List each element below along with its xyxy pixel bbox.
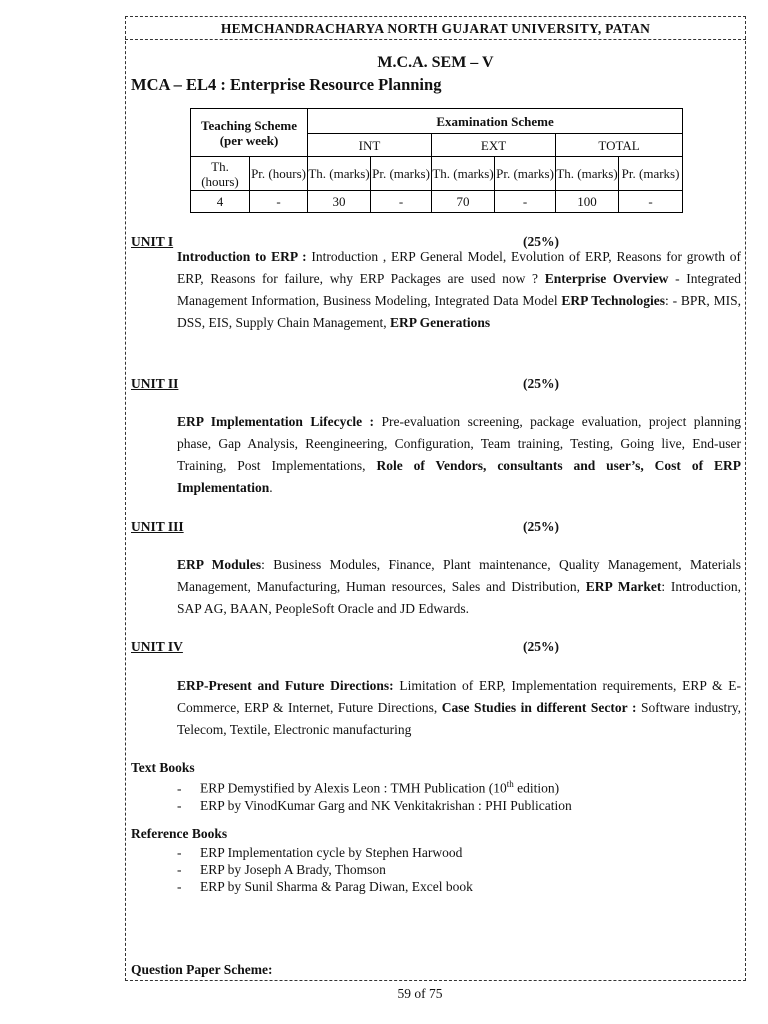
unit-1-weight: (25%) [523,234,559,249]
unit-1-heading [131,234,559,250]
unit-3-name: UNIT III [131,519,184,534]
unit-3-weight: (25%) [523,519,559,534]
list-dash: - [177,845,182,860]
value-cell: - [371,191,432,213]
unit-4-content: ERP-Present and Future Directions: Limitation of ERP, Implementation requirements, ERP & E-Commerce, ERP & Internet, Future Directions, Case Studies in different Sector : Software industry, Telecom, Textile, Electronic manufacturing [177,678,742,737]
value-cell: 70 [432,191,495,213]
examination-scheme-header: Examination Scheme [308,109,683,134]
text-books-heading: Text Books [131,760,195,775]
group-total: TOTAL [556,134,683,157]
sub-header: Th. (hours) [191,157,250,191]
text-book-item [177,797,572,814]
unit-2-heading [131,376,559,392]
unit-4-name: UNIT IV [131,639,183,654]
sub-header: Pr. (hours) [250,157,308,191]
sub-header: Pr. (marks) [495,157,556,191]
text-book-title: ERP by VinodKumar Garg and NK Venkitakrishan : PHI Publication [200,797,572,813]
value-cell: - [619,191,683,213]
reference-book-title: ERP by Joseph A Brady, Thomson [200,862,386,877]
unit-1-content: Introduction to ERP : Introduction , ERP General Model, Evolution of ERP, Reasons for growth of ERP, Reasons for failure, why ERP Packages are used now ? Enterprise Overview - Integrated Management Information, Business Modeling, Integrated Data Model ERP Technologies: - BPR, MIS, DSS, EIS, Supply Chain Management, ERP Generations [177,249,742,330]
sub-header: Pr. (marks) [371,157,432,191]
group-int: INT [308,134,432,157]
list-dash: - [177,879,182,894]
list-dash: - [177,862,182,877]
unit-2-weight: (25%) [523,376,559,391]
scheme-table [190,108,683,213]
list-dash: - [177,797,182,813]
unit-2-name: UNIT II [131,376,179,391]
value-cell: - [250,191,308,213]
reference-books-list [177,844,473,895]
group-ext: EXT [432,134,556,157]
text-book-superscript: th [506,779,514,789]
unit-4-heading [131,639,559,655]
value-cell: - [495,191,556,213]
text-book-title: ERP Demystified by Alexis Leon : TMH Publication (10 [200,780,507,796]
question-paper-scheme-heading: Question Paper Scheme: [131,962,273,977]
university-header: HEMCHANDRACHARYA NORTH GUJARAT UNIVERSITY, PATAN [125,16,746,40]
reference-book-title: ERP Implementation cycle by Stephen Harwood [200,845,463,860]
unit-3-heading [131,519,559,535]
text-books-list [177,776,572,814]
value-cell: 30 [308,191,371,213]
unit-2-content: ERP Implementation Lifecycle : Pre-evaluation screening, package evaluation, project planning phase, Gap Analysis, Reengineering, Configuration, Team training, Testing, Going live, End-user Training, Post Implementations, Role of Vendors, consultants and user’s, Cost of ERP Implementation. [177,414,742,495]
unit-1-name: UNIT I [131,234,174,249]
list-dash: - [177,780,182,796]
value-cell: 100 [556,191,619,213]
sub-header: Th. (marks) [308,157,371,191]
reference-books-heading: Reference Books [131,826,228,841]
reference-book-item [177,844,473,861]
sub-header: Th. (marks) [556,157,619,191]
teaching-scheme-header: Teaching Scheme (per week) [191,109,308,157]
text-book-title-end: edition) [513,780,560,796]
value-cell: 4 [191,191,250,213]
unit-3-content: ERP Modules: Business Modules, Finance, Plant maintenance, Quality Management, Materials Management, Manufacturing, Human resources, Sales and Distribution, ERP Market: Introduction, SAP AG, BAAN, PeopleSoft Oracle and JD Edwards. [177,557,741,616]
reference-book-item [177,861,473,878]
course-level: M.C.A. SEM – V [377,54,494,71]
reference-book-item [177,878,473,895]
sub-header: Th. (marks) [432,157,495,191]
reference-book-title: ERP by Sunil Sharma & Parag Diwan, Excel book [200,879,473,894]
sub-header: Pr. (marks) [619,157,683,191]
unit-4-weight: (25%) [523,639,559,654]
text-book-item [177,776,572,797]
course-title: MCA – EL4 : Enterprise Resource Planning [131,75,442,94]
page-number: 59 of 75 [397,986,443,1001]
